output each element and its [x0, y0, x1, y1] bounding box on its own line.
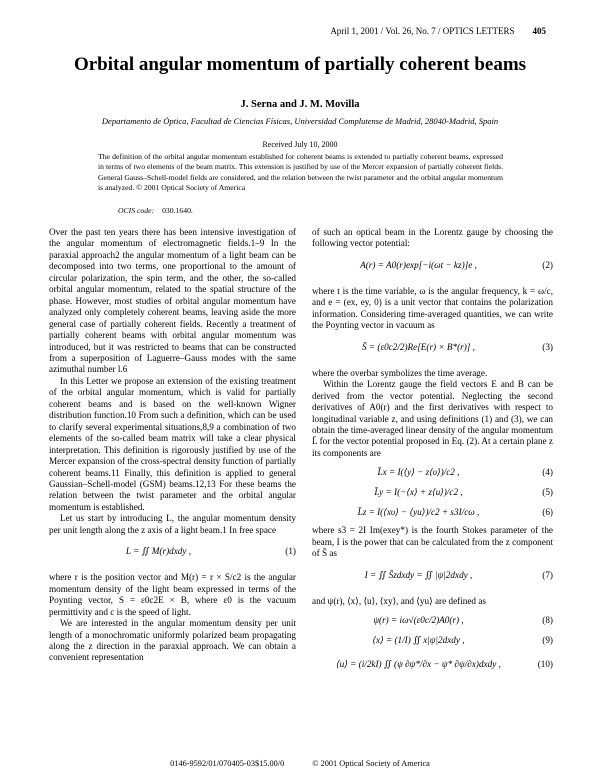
equation-8 — [312, 609, 553, 629]
ocis-value: 030.1640. — [162, 206, 193, 215]
equation-number: (10) — [537, 659, 553, 670]
paragraph: where r is the position vector and M(r) = r × S/c2 is the angular momentum density of the light beam expressed in terms of the Poynting vector, S = ε0c2E × B, where ε0 is the vacuum permittivity and c is the speed of light. — [49, 572, 296, 617]
journal-citation: April 1, 2001 / Vol. 26, No. 7 / OPTICS LETTERS — [330, 26, 515, 36]
equation-body: S̄ = (ε0c2/2)Re[E(r) × B*(r)] , — [362, 341, 475, 352]
equation-number: (9) — [542, 635, 553, 646]
page-number: 405 — [532, 26, 546, 36]
ocis-label: OCIS code: — [118, 206, 155, 215]
equation-number: (5) — [542, 487, 553, 498]
paragraph: where t is the time variable, ω is the angular frequency, k = ω/c, and e = (ex, ey, 0) is a unit vector that contains the polarization information. Considering time-averaged quantities, we can write the Poynting vector in vacuum as — [312, 285, 553, 331]
paragraph: We are interested in the angular momentum density per unit length of a monochromatic uniformly polarized beam propagating along the z direction in the paraxial approach. We can obtain a convenient representation — [49, 618, 296, 663]
equation-9 — [312, 629, 553, 653]
left-column — [49, 227, 296, 664]
equation-body: ⟨u⟩ = (i/2kI) ∬ (ψ ∂ψ*/∂x − ψ* ∂ψ/∂x)dxdy , — [336, 659, 501, 670]
equation-number: (8) — [542, 615, 553, 626]
paper-title: Orbital angular momentum of partially coherent beams — [73, 54, 527, 75]
equation-number: (2) — [542, 259, 553, 270]
equation-7 — [312, 564, 553, 590]
paragraph: of such an optical beam in the Lorentz gauge by choosing the following vector potential: — [312, 227, 553, 249]
equation-number: (7) — [542, 569, 553, 580]
equation-2 — [312, 254, 553, 280]
abstract: The definition of the orbital angular momentum established for coherent beams is extended to partially coherent beams, expressed in terms of two elements of the beam matrix. This extension is justified by use of the Mercer expansion of partially coherent fields. General Gauss–Schell-model fields are considered, and the relation between the twist parameter and the orbital angular momentum is analyzed. © 2001 Optical Society of America — [98, 152, 503, 192]
equation-body: ψ(r) = iω√(ε0c/2)A0(r) , — [373, 615, 464, 626]
equation-3 — [312, 336, 553, 362]
equation-body: L̄x = I(⟨y⟩ − z⟨υ⟩)/c2 , — [377, 467, 460, 478]
equation-number: (1) — [285, 546, 296, 557]
page-footer — [0, 759, 600, 768]
paragraph: and ψ(r), ⟨x⟩, ⟨u⟩, ⟨xy⟩, and ⟨yu⟩ are defined as — [312, 595, 486, 606]
running-header — [330, 26, 546, 36]
equation-body: I = ∬ S̄zdxdy = ∬ |ψ|2dxdy , — [364, 569, 473, 580]
article-code: 0146-9592/01/070405-03$15.00/0 — [170, 759, 285, 768]
equation-body: ⟨x⟩ = (1/I) ∬ x|ψ|2dxdy , — [372, 635, 465, 646]
equation-10 — [312, 653, 553, 677]
equation-5 — [312, 481, 553, 501]
equation-body: A(r) = A0(r)exp[−i(ωt − kz)]e , — [360, 259, 477, 270]
ocis-codes — [118, 206, 193, 215]
equation-number: (3) — [542, 341, 553, 352]
affiliation: Departamento de Óptica, Facultad de Ciencias Físicas, Universidad Complutense de Madrid, 28040-Madrid, Spain — [101, 116, 499, 126]
paragraph: Within the Lorentz gauge the field vectors E and B can be derived from the vector potential. Neglecting the second derivatives of A0(r) and the first derivatives with respect to longitudinal variable z, and using definitions (1) and (3), we can obtain the time-averaged linear density of the angular momentum L̄ for the vector potential proposed in Eq. (2). At a certain plane z its components are — [312, 379, 553, 458]
equation-number: (6) — [542, 507, 553, 518]
paragraph: where s3 = 2I Im(exey*) is the fourth Stokes parameter of the beam, I is the power that can be calculated from the z component of S̄ as — [312, 525, 553, 559]
equation-body: L̄z = I(⟨xυ⟩ − ⟨yu⟩)/c2 + s3I/cω , — [357, 507, 480, 518]
equation-1 — [49, 540, 296, 566]
paragraph: Let us start by introducing L, the angular momentum density per unit length along the z axis of a light beam.1 In free space — [49, 513, 296, 535]
authors: J. Serna and J. M. Movilla — [240, 99, 360, 110]
paragraph: In this Letter we propose an extension of the existing treatment of the orbital angular momentum, which is valid for partially coherent beams and is based on the well-known Wigner distribution function.10 From such a definition, which can be used to clarify several experimental situations,8,9 a combination of two elements of the so-called beam matrix will take a clear physical interpretation. This definition is rigorously justified by use of the Mercer expansion of the cross-spectral density function of partially coherent beams.11 Finally, this definition is applied to general Gaussian–Schell-model (GSM) beams.12,13 For these beams the relation between the twist parameter and the orbital angular momentum is established. — [49, 375, 296, 512]
equation-4 — [312, 461, 553, 481]
received-date: Received July 10, 2000 — [262, 140, 338, 149]
right-column — [312, 227, 553, 677]
equation-body: L = ∬ M(r)dxdy , — [125, 546, 192, 557]
paragraph: where the overbar symbolizes the time average. — [312, 367, 488, 378]
equation-body: L̄y = I(−⟨x⟩ + z⟨u⟩)/c2 , — [374, 487, 463, 498]
equation-6 — [312, 501, 553, 521]
equation-number: (4) — [542, 467, 553, 478]
paragraph: Over the past ten years there has been intensive investigation of the angular momentum of electromagnetic fields.1–9 In the paraxial approach2 the angular momentum of a light beam can be decomposed into two terms, one proportional to the amount of circular polarization, the spin term, and the other, the so-called orbital angular momentum, related to the spatial structure of the phase. However, most studies of orbital angular momentum have analyzed only completely coherent beams, leaving aside the more general case of partially coherent fields. Recently a treatment of partially coherent beams with orbital angular momentum was introduced, but it was restricted to beams that can be constructed from a superposition of Laguerre–Gauss modes with the same azimuthal number l.6 — [49, 227, 296, 375]
copyright: © 2001 Optical Society of America — [312, 759, 430, 768]
